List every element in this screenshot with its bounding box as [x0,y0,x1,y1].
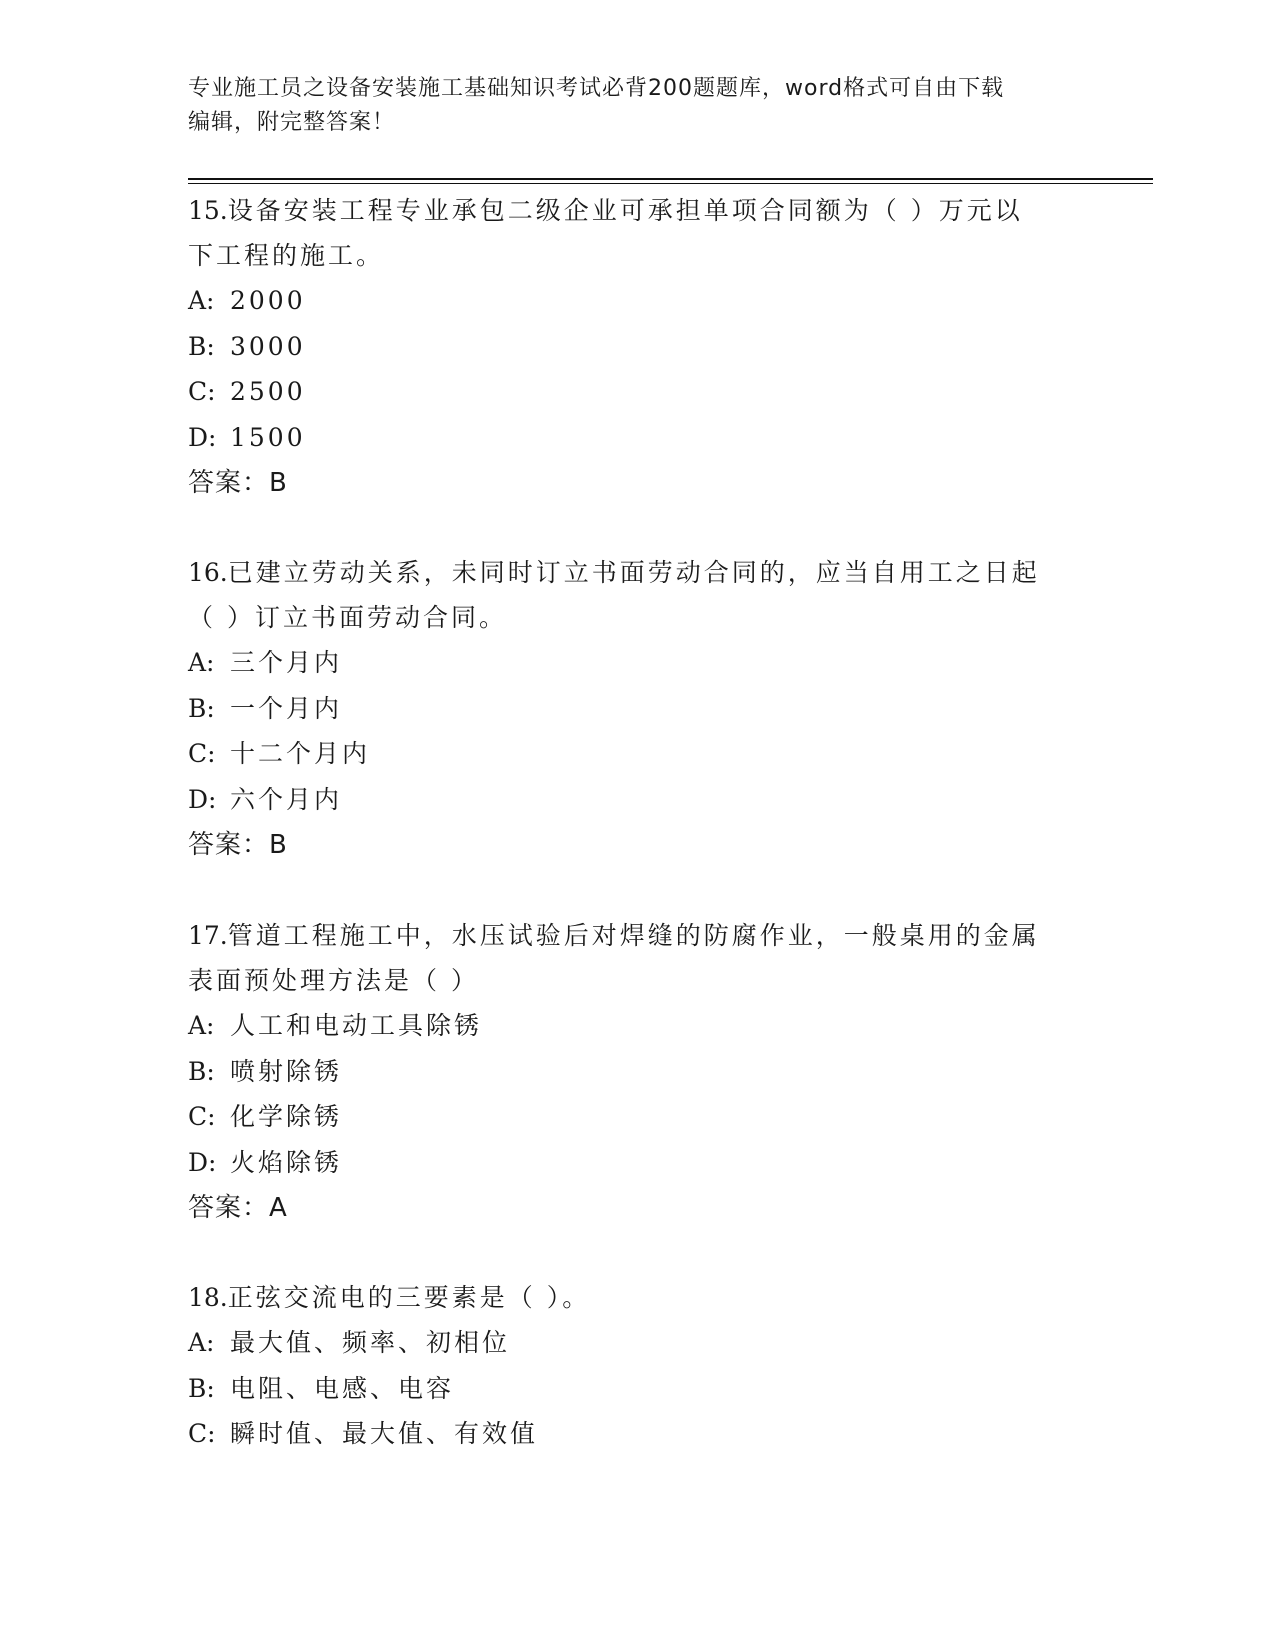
option-letter: C: [188,739,216,768]
question-stem-line-2: 下工程的施工。 [188,241,385,270]
option-d [188,1140,1088,1186]
question-stem-line-2: 表面预处理方法是（ ） [188,966,479,995]
option-c [188,1094,1088,1140]
question-18 [188,1275,1088,1457]
option-text: 喷射除锈 [230,1056,343,1086]
question-stem-line-1: 管道工程施工中，水压试验后对焊缝的防腐作业，一般桌用的金属 [227,921,1040,950]
header-line-1: 专业施工员之设备安装施工基础知识考试必背200题题库，word格式可自由下载 [188,76,1005,101]
answer-line: 答案：B [188,468,288,498]
option-letter: D: [188,422,217,452]
option-letter: B: [188,331,215,361]
option-text: 瞬时值、最大值、有效值 [230,1419,539,1448]
header-divider-thin [188,183,1153,184]
question-stem-line-1: 设备安装工程专业承包二级企业可承担单项合同额为（ ）万元以 [227,196,1023,225]
option-letter: C: [188,377,216,406]
option-text: 2000 [230,286,306,315]
option-c [188,369,1088,415]
option-text: 最大值、频率、初相位 [230,1328,511,1357]
option-c [188,1411,1088,1457]
option-letter: B: [188,1373,215,1403]
option-text: 人工和电动工具除锈 [230,1011,483,1040]
option-text: 3000 [230,331,306,361]
option-a [188,1003,1088,1049]
option-a [188,1320,1088,1366]
option-letter: A: [188,1328,215,1357]
option-text: 火焰除锈 [230,1147,343,1177]
option-letter: B: [188,1056,215,1086]
option-a [188,278,1088,324]
header-divider-thick [188,178,1153,180]
option-letter: A: [188,286,215,315]
question-number: 18. [188,1283,228,1312]
option-text: 化学除锈 [230,1102,343,1131]
question-number: 15. [188,196,228,225]
option-text: 1500 [230,422,306,452]
option-text: 十二个月内 [230,739,371,768]
option-text: 三个月内 [230,648,343,677]
option-d [188,415,1088,461]
option-text: 一个月内 [230,693,343,723]
option-text: 2500 [230,377,306,406]
question-stem [188,550,1088,595]
option-letter: A: [188,1011,215,1040]
question-stem-line-2: （ ）订立书面劳动合同。 [188,603,507,632]
question-number: 17. [188,921,228,950]
document-header [188,72,1068,140]
question-15 [188,188,1088,506]
option-letter: D: [188,784,217,814]
option-letter: A: [188,648,215,677]
header-line-2: 编辑，附完整答案！ [188,110,396,135]
question-stem [188,1275,1088,1320]
option-letter: C: [188,1419,216,1448]
option-a [188,640,1088,686]
option-b [188,324,1088,370]
question-stem-line-1: 正弦交流电的三要素是（ ）。 [227,1283,591,1312]
answer-line: 答案：A [188,1193,288,1223]
option-letter: C: [188,1102,216,1131]
question-17 [188,913,1088,1231]
option-text: 六个月内 [230,784,343,814]
option-letter: D: [188,1147,217,1177]
question-number: 16. [188,558,228,587]
option-c [188,731,1088,777]
option-b [188,1049,1088,1095]
answer-line: 答案：B [188,830,288,860]
option-b [188,686,1088,732]
question-stem [188,913,1088,958]
question-16 [188,550,1088,868]
question-stem [188,188,1088,233]
option-letter: B: [188,693,215,723]
option-b [188,1366,1088,1412]
option-text: 电阻、电感、电容 [230,1373,455,1403]
option-d [188,777,1088,823]
question-stem-line-1: 已建立劳动关系，未同时订立书面劳动合同的，应当自用工之日起 [227,558,1040,587]
